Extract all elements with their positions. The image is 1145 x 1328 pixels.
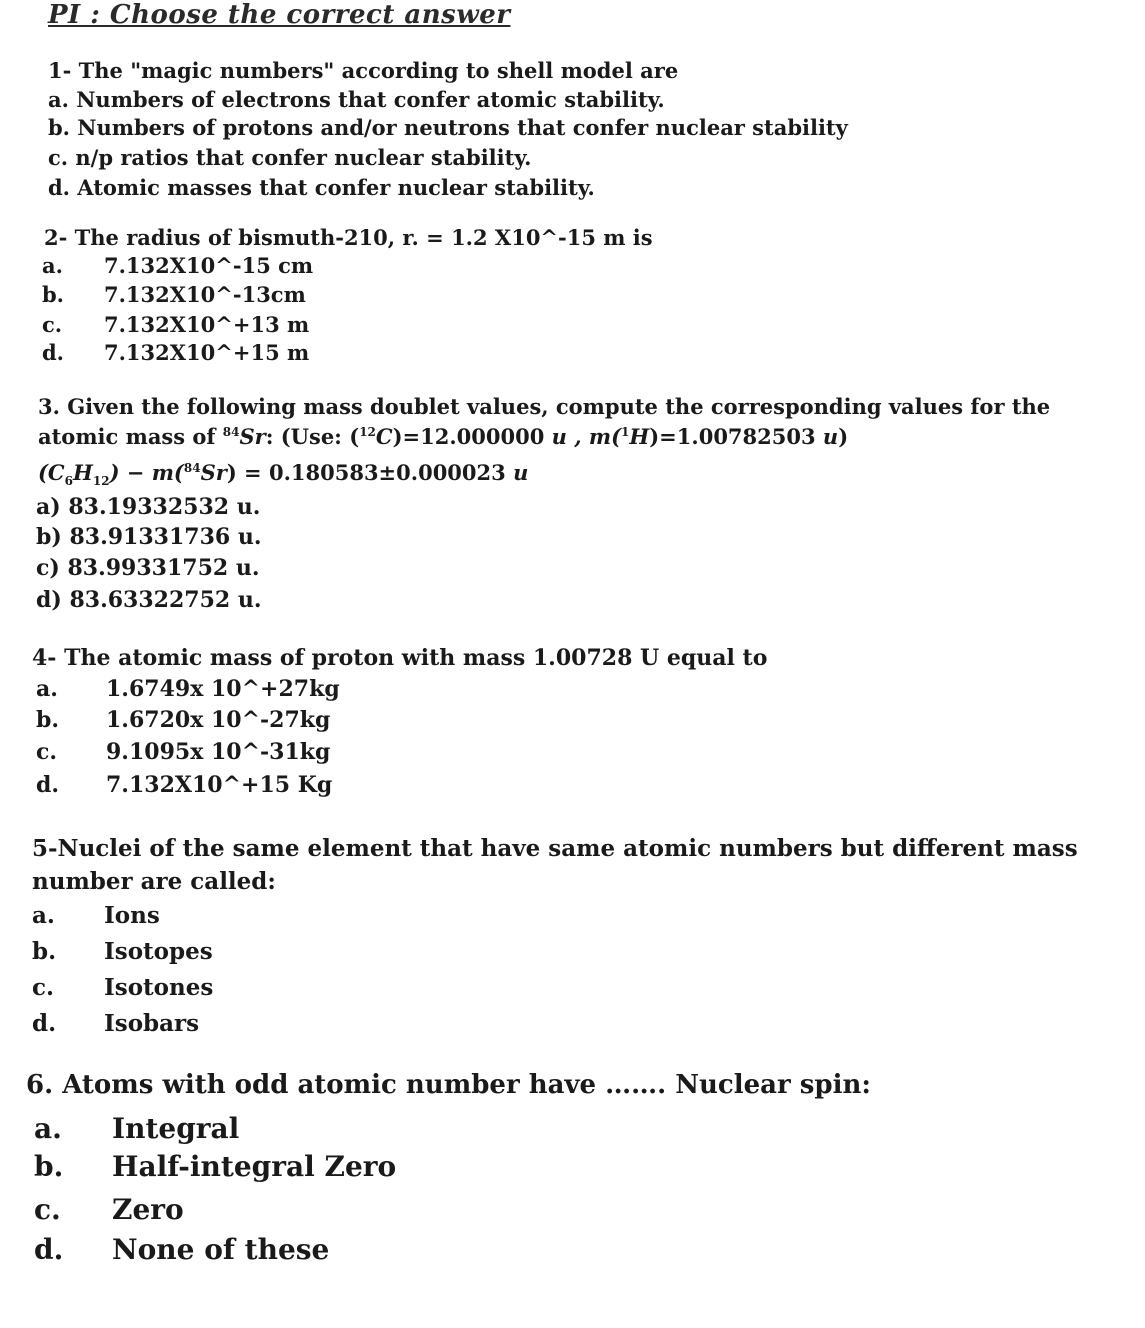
option-text: Isotones	[104, 974, 214, 1001]
option-letter: b.	[34, 1150, 64, 1183]
stem-text: : (Use: (	[265, 424, 360, 449]
formula-subscript: 6	[64, 474, 74, 489]
question-4-option-a	[36, 676, 340, 702]
option-letter: b.	[32, 938, 57, 965]
question-2-option-c	[42, 312, 309, 337]
question-1-option-a: a. Numbers of electrons that confer atomic stability.	[48, 87, 665, 112]
question-5-stem-line-1: 5-Nuclei of the same element that have same atomic numbers but different mass	[32, 835, 1078, 862]
question-5-stem-line-2: number are called:	[32, 868, 276, 895]
formula-part: H	[73, 460, 93, 485]
h-mass-number: 1	[621, 425, 630, 439]
question-3-option-a: a) 83.19332532 u.	[36, 494, 261, 520]
sr-symbol: Sr	[239, 424, 266, 449]
option-text: Half-integral Zero	[112, 1150, 397, 1183]
question-6-option-d	[34, 1233, 329, 1266]
option-letter: d.	[32, 1010, 57, 1037]
option-text: 7.132X10^+13 m	[104, 312, 310, 337]
question-2-option-b	[42, 282, 306, 307]
option-text: 7.132X10^-15 cm	[104, 253, 314, 278]
question-2-stem: 2- The radius of bismuth-210, r. = 1.2 X10^-15 m is	[44, 225, 653, 250]
formula-part: ) = 0.180583±0.000023	[226, 460, 514, 485]
stem-text: atomic mass of	[38, 424, 223, 449]
option-text: Isotopes	[104, 938, 213, 965]
question-4-option-c	[36, 739, 330, 765]
question-4-option-b	[36, 707, 330, 733]
unit-u: u	[551, 424, 567, 449]
question-3-option-d: d) 83.63322752 u.	[36, 587, 262, 613]
option-letter: b.	[36, 707, 60, 733]
option-text: Isobars	[104, 1010, 200, 1037]
c-mass-number: 12	[359, 425, 376, 439]
option-text: 7.132X10^+15 m	[104, 340, 310, 365]
stem-text: )	[838, 424, 849, 449]
question-4-stem: 4- The atomic mass of proton with mass 1.00728 U equal to	[32, 645, 768, 671]
formula-part: ) − m(	[109, 460, 184, 485]
question-5-option-a	[32, 902, 160, 929]
formula-part: Sr	[200, 460, 227, 485]
question-6-option-c	[34, 1193, 184, 1226]
option-text: Integral	[112, 1112, 240, 1145]
option-letter: a.	[42, 253, 63, 278]
option-text: 9.1095x 10^-31kg	[106, 739, 331, 765]
option-text: Zero	[112, 1193, 184, 1226]
question-6-stem: 6. Atoms with odd atomic number have ……. Nuclear spin:	[26, 1070, 871, 1100]
question-3-option-b: b) 83.91331736 u.	[36, 524, 262, 550]
question-6-option-a	[34, 1112, 239, 1145]
question-5-option-b	[32, 938, 213, 965]
question-1-option-c: c. n/p ratios that confer nuclear stability.	[48, 145, 532, 170]
question-1-option-d: d. Atomic masses that confer nuclear stability.	[48, 175, 595, 200]
formula-part: (C	[38, 460, 65, 485]
option-letter: a.	[34, 1112, 62, 1145]
question-6-option-b	[34, 1150, 396, 1183]
formula-superscript: 84	[183, 461, 201, 475]
option-text: None of these	[112, 1233, 330, 1266]
option-text: 1.6749x 10^+27kg	[106, 676, 340, 702]
option-letter: c.	[34, 1193, 61, 1226]
option-letter: b.	[42, 282, 64, 307]
question-2-option-a	[42, 253, 313, 278]
option-letter: a.	[32, 902, 55, 929]
c-symbol: C	[375, 424, 393, 449]
question-2-option-d	[42, 340, 309, 365]
stem-text: , m(	[566, 424, 622, 449]
section-heading: PI : Choose the correct answer	[48, 0, 511, 30]
stem-text: )=12.000000	[392, 424, 552, 449]
unit-u: u	[513, 460, 529, 485]
h-symbol: H	[629, 424, 650, 449]
sr-mass-number: 84	[222, 425, 240, 439]
question-1-option-b: b. Numbers of protons and/or neutrons that confer nuclear stability	[48, 115, 848, 140]
option-letter: c.	[36, 739, 58, 765]
unit-u: u	[822, 424, 839, 449]
option-letter: d.	[36, 772, 60, 798]
option-letter: c.	[32, 974, 55, 1001]
question-3-stem-line-1: 3. Given the following mass doublet values, compute the corresponding values for the	[38, 394, 1051, 419]
mass-doublet-equation	[38, 460, 528, 488]
question-5-option-c	[32, 974, 213, 1001]
question-5-option-d	[32, 1010, 199, 1037]
option-text: Ions	[104, 902, 160, 929]
option-letter: d.	[34, 1233, 64, 1266]
option-text: 7.132X10^-13cm	[104, 282, 306, 307]
option-letter: d.	[42, 340, 64, 365]
formula-subscript: 12	[92, 474, 110, 489]
question-3-option-c: c) 83.99331752 u.	[36, 555, 260, 581]
question-4-option-d	[36, 772, 332, 798]
option-letter: c.	[42, 312, 63, 337]
question-1-stem: 1- The "magic numbers" according to shell model are	[48, 58, 679, 83]
stem-text: )=1.00782503	[649, 424, 823, 449]
option-letter: a.	[36, 676, 58, 702]
option-text: 1.6720x 10^-27kg	[106, 707, 331, 733]
option-text: 7.132X10^+15 Kg	[106, 772, 333, 798]
question-3-stem-line-2	[38, 424, 848, 449]
